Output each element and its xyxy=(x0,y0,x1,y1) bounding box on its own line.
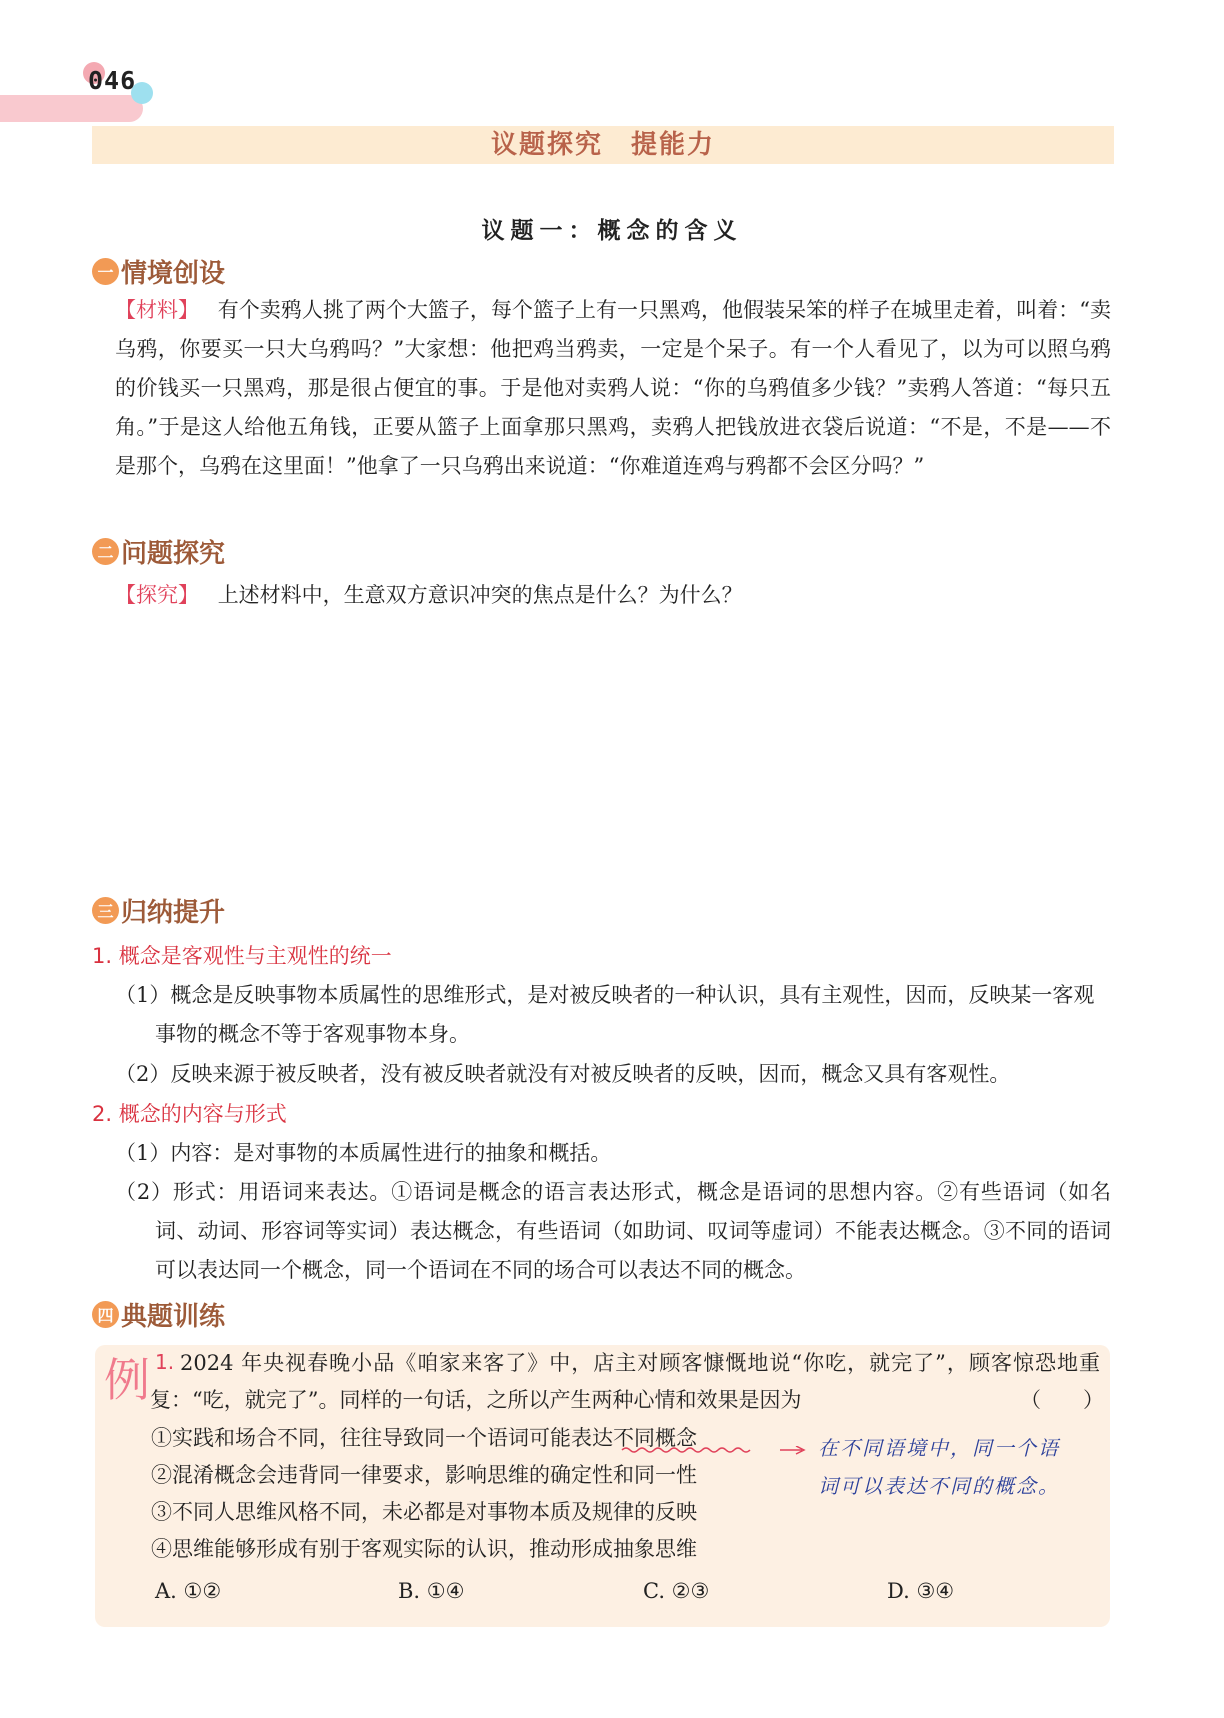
example-marker: 例 xyxy=(104,1353,150,1407)
section-banner: 议题探究 提能力 xyxy=(92,126,1114,164)
material-tag: 【材料】 xyxy=(115,298,200,322)
section-heading-3 xyxy=(92,893,225,927)
option-item: ②混淆概念会违背同一律要求，影响思维的确定性和同一性 xyxy=(151,1463,697,1487)
handwritten-note-line-2: 词可以表达不同的概念。 xyxy=(818,1474,1060,1498)
inquiry-paragraph xyxy=(115,576,1111,615)
section-title: 归纳提升 xyxy=(121,897,226,928)
summary-item: （2）反映来源于被反映者，没有被反映者就没有对被反映者的反映，因而，概念又具有客观性。 xyxy=(115,1062,1011,1086)
section-heading-4 xyxy=(92,1297,225,1331)
section-title: 典题训练 xyxy=(121,1301,226,1332)
section-number-badge: 二 xyxy=(92,538,119,565)
section-title: 问题探究 xyxy=(121,538,226,569)
material-paragraph xyxy=(115,291,1111,486)
choice-a[interactable]: A. ①② xyxy=(155,1579,222,1603)
choice-c[interactable]: C. ②③ xyxy=(643,1579,710,1603)
option-item: ④思维能够形成有别于客观实际的认识，推动形成抽象思维 xyxy=(151,1537,697,1561)
summary-heading-2: 2. 概念的内容与形式 xyxy=(92,1102,287,1126)
summary-item: （1）概念是反映事物本质属性的思维形式，是对被反映者的一种认识，具有主观性，因而，反映某一客观事物的概念不等于客观事物本身。 xyxy=(115,983,1095,1046)
question-number: 1. xyxy=(155,1350,175,1374)
topic-title: 议题一：概念的含义 xyxy=(481,217,743,244)
summary-item: （2）形式：用语词来表达。①语词是概念的语言表达形式，概念是语词的思想内容。②有些语词（如名词、动词、形容词等实词）表达概念，有些语词（如助词、叹词等虚词）不能表达概念。③不同的语词可以表达同一个概念，同一个语词在不同的场合可以表达不同的概念。 xyxy=(115,1180,1111,1282)
inquiry-tag: 【探究】 xyxy=(115,583,199,607)
choice-d[interactable]: D. ③④ xyxy=(887,1579,955,1603)
section-number-badge: 一 xyxy=(92,258,119,285)
handwritten-note-line-1: 在不同语境中，同一个语 xyxy=(818,1436,1060,1460)
choice-b[interactable]: B. ①④ xyxy=(398,1579,465,1603)
section-number-badge: 四 xyxy=(92,1301,119,1328)
material-text: 有个卖鸦人挑了两个大篮子，每个篮子上有一只黑鸡，他假装呆笨的样子在城里走着，叫着：“卖乌鸦，你要买一只大乌鸦吗？”大家想：他把鸡当鸦卖，一定是个呆子。有一个人看见了，以为可以照乌鸦的价钱买一只黑鸡，那是很占便宜的事。于是他对卖鸦人说：“你的乌鸦值多少钱？”卖鸦人答道：“每只五角。”于是这人给他五角钱，正要从篮子上面拿那只黑鸡，卖鸦人把钱放进衣袋后说道：“不是，不是——不是那个，乌鸦在这里面！”他拿了一只乌鸦出来说道：“你难道连鸡与鸦都不会区分吗？” xyxy=(115,298,1112,478)
answer-bracket: （ ） xyxy=(1020,1388,1104,1412)
section-heading-2 xyxy=(92,534,225,568)
option-item: ③不同人思维风格不同，未必都是对事物本质及规律的反映 xyxy=(151,1500,697,1524)
page-number: 046 xyxy=(88,66,137,95)
option-item: ①实践和场合不同，往往导致同一个语词可能表达不同概念 xyxy=(151,1426,697,1450)
section-title: 情境创设 xyxy=(121,258,226,289)
question-stem xyxy=(150,1345,1100,1419)
question-stem-text: 2024 年央视春晚小品《咱家来客了》中，店主对顾客慷慨地说“你吃，就完了”，顾客惊恐地重复：“吃，就完了”。同样的一句话，之所以产生两种心情和效果是因为 xyxy=(150,1351,1100,1412)
section-heading-1 xyxy=(92,254,225,288)
summary-item: （1）内容：是对事物的本质属性进行的抽象和概括。 xyxy=(115,1141,612,1165)
page-number-band xyxy=(0,95,143,122)
summary-heading-1: 1. 概念是客观性与主观性的统一 xyxy=(92,944,392,968)
section-number-badge: 三 xyxy=(92,897,119,924)
annotation-arrow xyxy=(620,1446,810,1476)
inquiry-text: 上述材料中，生意双方意识冲突的焦点是什么？为什么？ xyxy=(217,583,743,607)
